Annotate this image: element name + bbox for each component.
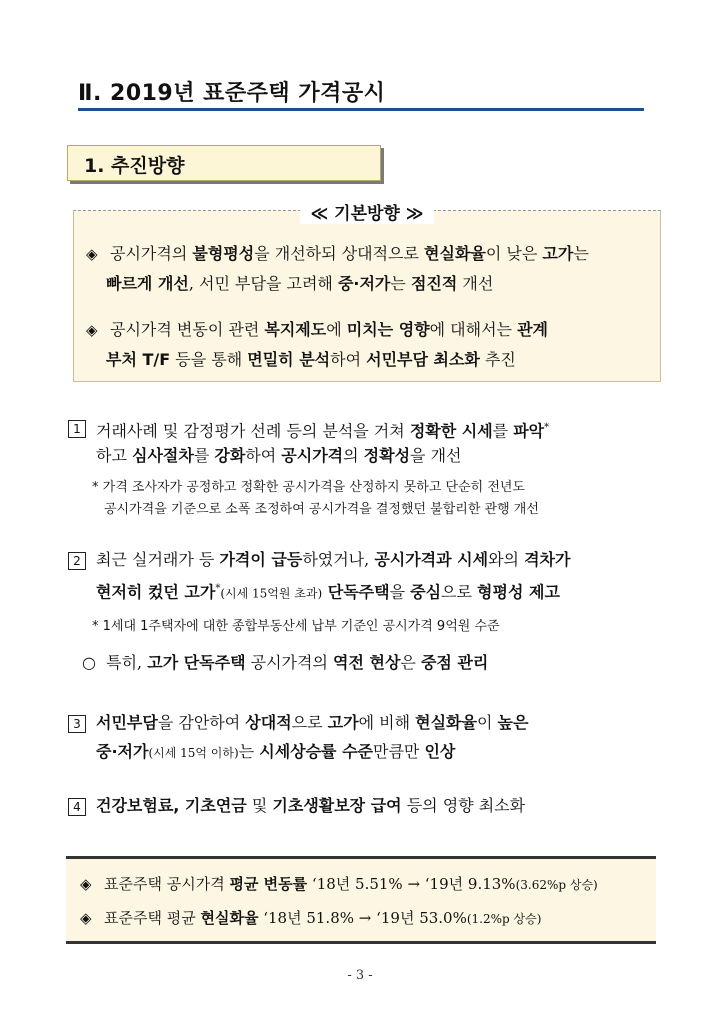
item-1-line-2: 하고 심사절차를 강화하여 공시가격의 정확성을 개선 <box>96 446 462 465</box>
item-4-line-1: 건강보험료, 기초연금 및 기초생활보장 급여 등의 영향 최소화 <box>96 796 526 815</box>
chapter-underline <box>78 108 644 111</box>
summary-line-1: ◈ 표준주택 공시가격 평균 변동률 ‘18년 5.51% → ‘19년 9.13%(3.62%p 상승) <box>80 875 598 893</box>
basic-item-2-line-2: 부처 T/F 등을 통해 면밀히 분석하여 서민부담 최소화 추진 <box>106 350 516 369</box>
item-number-4: 4 <box>68 798 86 816</box>
basic-item-1-line-1: ◈ 공시가격의 불형평성을 개선하되 상대적으로 현실화율이 낮은 고가는 <box>86 244 589 263</box>
diamond-bullet-icon: ◈ <box>86 245 98 263</box>
basic-item-2-line-1: ◈ 공시가격 변동이 관련 복지제도에 미치는 영향에 대해서는 관계 <box>86 320 548 339</box>
diamond-bullet-icon: ◈ <box>86 321 98 339</box>
diamond-bullet-icon: ◈ <box>80 875 92 893</box>
item-2-note: * 1세대 1주택자에 대한 종합부동산세 납부 기준인 공시가격 9억원 수준 <box>92 619 500 634</box>
item-number-2: 2 <box>68 552 86 570</box>
item-number-1: 1 <box>68 420 86 438</box>
item-2-line-2: 현저히 컸던 고가*(시세 15억원 초과) 단독주택을 중심으로 형평성 제고 <box>96 582 560 602</box>
summary-box <box>66 856 656 944</box>
item-2-line-1: 최근 실거래가 등 가격이 급등하였거나, 공시가격과 시세와의 격차가 <box>96 550 571 569</box>
page-number: - 3 - <box>347 968 373 983</box>
item-number-3: 3 <box>68 715 86 733</box>
chapter-title: Ⅱ. 2019년 표준주택 가격공시 <box>78 81 386 106</box>
item-1-note-line-2: 공시가격을 기준으로 소폭 조정하여 공시가격을 결정했던 불합리한 관행 개선 <box>104 502 539 517</box>
diamond-bullet-icon: ◈ <box>80 909 92 927</box>
item-3-line-2: 중·저가(시세 15억 이하)는 시세상승률 수준만큼만 인상 <box>96 742 456 761</box>
summary-line-2: ◈ 표준주택 평균 현실화율 ‘18년 51.8% → ‘19년 53.0%(1.2%p 상승) <box>80 909 542 927</box>
item-3-line-1: 서민부담을 감안하여 상대적으로 고가에 비해 현실화율이 높은 <box>96 713 529 732</box>
item-1-note-line-1: * 가격 조사자가 공정하고 정확한 공시가격을 산정하지 못하고 단순히 전년도 <box>92 480 525 495</box>
section-heading-box <box>67 145 381 181</box>
item-2-sub-point: ○ 특히, 고가 단독주택 공시가격의 역전 현상은 중점 관리 <box>82 653 489 672</box>
circle-bullet-icon: ○ <box>82 653 96 672</box>
basic-direction-box <box>73 204 661 382</box>
item-1-line-1: 거래사례 및 감정평가 선례 등의 분석을 거쳐 정확한 시세를 파악* <box>96 421 550 441</box>
chapter-heading <box>78 72 644 112</box>
basic-direction-title: ≪ 기본방향 ≫ <box>300 204 433 224</box>
basic-item-1-line-2: 빠르게 개선, 서민 부담을 고려해 중·저가는 점진적 개선 <box>106 274 494 293</box>
section-title: 1. 추진방향 <box>84 155 185 177</box>
